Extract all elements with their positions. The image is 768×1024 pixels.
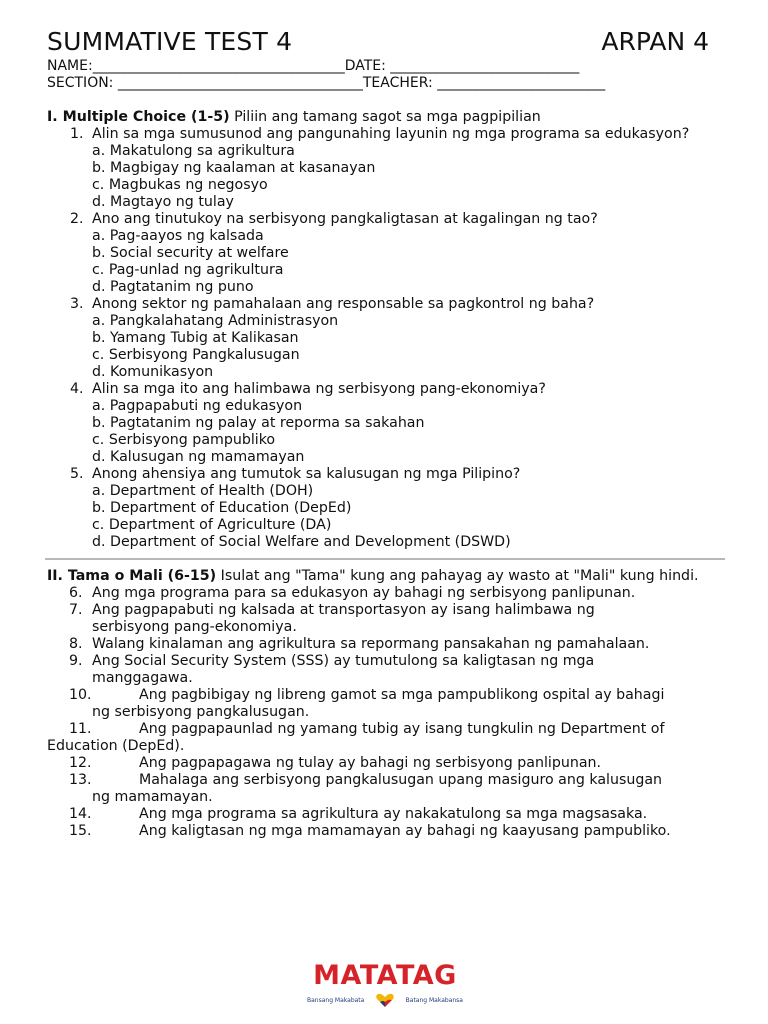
question-text: Alin sa mga ito ang halimbawa ng serbisyong pang-ekonomiya? xyxy=(92,381,546,397)
test-page xyxy=(47,26,723,840)
question-number: 3. xyxy=(70,296,84,312)
question-text: Alin sa mga sumusunod ang pangunahing layunin ng mga programa sa edukasyon? xyxy=(92,126,690,142)
answer-option: d. Kalusugan ng mamamayan xyxy=(92,449,305,465)
statement-15 xyxy=(47,823,723,840)
logo-wordmark: MATATAG xyxy=(313,960,457,991)
statement-number: 7. xyxy=(69,602,83,618)
answer-option: d. Pagtatanim ng puno xyxy=(92,279,254,295)
part2-heading xyxy=(47,568,723,585)
logo-tag-right: Batang Makabansa xyxy=(405,996,463,1004)
section-teacher-line: SECTION: ___________________________________TEACHER: ________________________ xyxy=(47,75,606,91)
answer-option: b. Magbigay ng kaalaman at kasanayan xyxy=(92,160,376,176)
answer-option: c. Serbisyong Pangkalusugan xyxy=(92,347,300,363)
statement-number: 9. xyxy=(69,653,83,669)
statement-10 xyxy=(47,687,723,704)
part1-heading-text: Piliin ang tamang sagot sa mga pagpipilian xyxy=(229,109,541,125)
answer-option: b. Pagtatanim ng palay at reporma sa sakahan xyxy=(92,415,425,431)
matatag-logo xyxy=(305,962,465,1010)
answer-option: a. Department of Health (DOH) xyxy=(92,483,314,499)
answer-option: d. Department of Social Welfare and Development (DSWD) xyxy=(92,534,511,550)
statement-13 xyxy=(47,772,723,789)
statement-text: Ang pagpapagawa ng tulay ay bahagi ng serbisyong panlipunan. xyxy=(139,755,602,771)
statement-number: 14. xyxy=(69,806,92,822)
answer-option: c. Serbisyong pampubliko xyxy=(92,432,276,448)
test-title: SUMMATIVE TEST 4 xyxy=(47,27,293,56)
question-number: 2. xyxy=(70,211,84,227)
question-1 xyxy=(47,126,723,143)
statement-number: 12. xyxy=(69,755,92,771)
statement-number: 10. xyxy=(69,687,92,703)
question-text: Anong sektor ng pamahalaan ang responsable sa pagkontrol ng baha? xyxy=(92,296,595,312)
answer-option: d. Magtayo ng tulay xyxy=(92,194,234,210)
true-false-list xyxy=(47,585,723,840)
question-4 xyxy=(47,381,723,398)
logo-tagline xyxy=(305,992,465,1008)
subject-label: ARPAN 4 xyxy=(601,27,709,56)
statement-continuation: ng mamamayan. xyxy=(92,789,213,805)
multiple-choice-list xyxy=(47,126,723,551)
answer-option: c. Pag-unlad ng agrikultura xyxy=(92,262,284,278)
statement-7 xyxy=(47,602,723,619)
logo-tag-left: Bansang Makabata xyxy=(307,996,365,1004)
question-number: 5. xyxy=(70,466,84,482)
question-number: 1. xyxy=(70,126,84,142)
statement-text: Ang pagbibigay ng libreng gamot sa mga pampublikong ospital ay bahagi xyxy=(139,687,665,703)
statement-12 xyxy=(47,755,723,772)
logo-heart-icon xyxy=(374,992,396,1008)
question-text: Anong ahensiya ang tumutok sa kalusugan ng mga Pilipino? xyxy=(92,466,521,482)
statement-continuation: ng serbisyong pangkalusugan. xyxy=(92,704,310,720)
statement-text: Ang Social Security System (SSS) ay tumutulong sa kaligtasan ng mga xyxy=(92,653,595,669)
statement-text: Mahalaga ang serbisyong pangkalusugan upang masiguro ang kalusugan xyxy=(139,772,663,788)
title-row xyxy=(47,26,723,58)
statement-text: Ang mga programa para sa edukasyon ay bahagi ng serbisyong panlipunan. xyxy=(92,585,636,601)
statement-14 xyxy=(47,806,723,823)
statement-9 xyxy=(47,653,723,670)
answer-option: b. Department of Education (DepEd) xyxy=(92,500,352,516)
question-2 xyxy=(47,211,723,228)
name-date-line: NAME:____________________________________DATE: ___________________________ xyxy=(47,58,580,74)
answer-option: d. Komunikasyon xyxy=(92,364,214,380)
answer-option: a. Pagpapabuti ng edukasyon xyxy=(92,398,303,414)
statement-8 xyxy=(47,636,723,653)
statement-text: Ang pagpapabuti ng kalsada at transportasyon ay isang halimbawa ng xyxy=(92,602,595,618)
statement-number: 11. xyxy=(69,721,92,737)
question-number: 4. xyxy=(70,381,84,397)
statement-text: Ang pagpapaunlad ng yamang tubig ay isang tungkulin ng Department of xyxy=(139,721,665,737)
part2-heading-text: Isulat ang "Tama" kung ang pahayag ay wasto at "Mali" kung hindi. xyxy=(216,568,699,584)
statement-11 xyxy=(47,721,723,738)
statement-text: Ang kaligtasan ng mga mamamayan ay bahagi ng kaayusang pampubliko. xyxy=(139,823,671,839)
statement-text: Walang kinalaman ang agrikultura sa repormang pansakahan ng pamahalaan. xyxy=(92,636,650,652)
statement-number: 8. xyxy=(69,636,83,652)
statement-continuation: Education (DepEd). xyxy=(47,738,185,754)
answer-option: c. Magbukas ng negosyo xyxy=(92,177,268,193)
section-divider xyxy=(45,558,725,560)
statement-6 xyxy=(47,585,723,602)
question-3 xyxy=(47,296,723,313)
statement-continuation: manggagawa. xyxy=(92,670,193,686)
answer-option: c. Department of Agriculture (DA) xyxy=(92,517,332,533)
statement-text: Ang mga programa sa agrikultura ay nakakatulong sa mga magsasaka. xyxy=(139,806,648,822)
answer-option: b. Social security at welfare xyxy=(92,245,289,261)
statement-number: 6. xyxy=(69,585,83,601)
part2-heading-bold: II. Tama o Mali (6-15) xyxy=(47,568,217,584)
part1-heading-bold: I. Multiple Choice (1-5) xyxy=(47,109,230,125)
answer-option: a. Makatulong sa agrikultura xyxy=(92,143,295,159)
answer-option: a. Pag-aayos ng kalsada xyxy=(92,228,264,244)
statement-number: 13. xyxy=(69,772,92,788)
question-5 xyxy=(47,466,723,483)
answer-option: a. Pangkalahatang Administrasyon xyxy=(92,313,339,329)
statement-continuation: serbisyong pang-ekonomiya. xyxy=(92,619,297,635)
question-text: Ano ang tinutukoy na serbisyong pangkaligtasan at kagalingan ng tao? xyxy=(92,211,598,227)
part1-heading xyxy=(47,109,723,126)
answer-option: b. Yamang Tubig at Kalikasan xyxy=(92,330,299,346)
statement-number: 15. xyxy=(69,823,92,839)
